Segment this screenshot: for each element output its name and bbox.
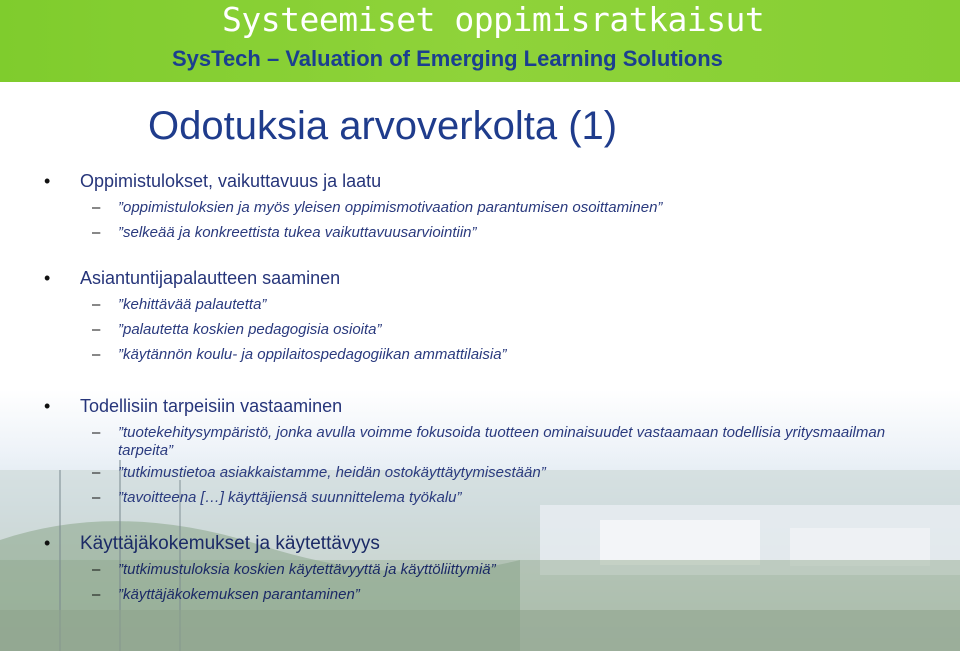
- bullet-dot-icon: •: [44, 533, 51, 553]
- sub-item-text: ”tuotekehitysympäristö, jonka avulla voimme fokusoida tuotteen ominaisuudet vastaamaan todellisia yritysmaailman tarpeita”: [118, 424, 886, 459]
- dash-icon: –: [92, 321, 101, 338]
- bullet-item: [0, 533, 960, 561]
- header-banner: [0, 0, 960, 82]
- sub-item: [0, 296, 960, 321]
- slide-heading: Odotuksia arvoverkolta (1): [148, 104, 618, 148]
- dash-icon: –: [92, 586, 101, 603]
- sub-item: [0, 321, 960, 346]
- bullet-text: Asiantuntijapalautteen saaminen: [80, 268, 341, 288]
- bullet-text: Käyttäjäkokemukset ja käytettävyys: [80, 533, 380, 554]
- sub-item: [0, 199, 960, 224]
- bullet-text: Todellisiin tarpeisiin vastaaminen: [80, 396, 343, 416]
- dash-icon: –: [92, 296, 101, 313]
- sub-item: [0, 464, 960, 489]
- sub-item: [0, 586, 960, 611]
- dash-icon: –: [92, 464, 101, 481]
- bullet-dot-icon: •: [44, 171, 51, 191]
- sub-item-text: ”kehittävää palautetta”: [118, 296, 267, 313]
- bullet-item: [0, 268, 960, 296]
- dash-icon: –: [92, 489, 101, 506]
- dash-icon: –: [92, 424, 101, 441]
- section-learning-outcomes: [0, 171, 960, 249]
- bullet-item: [0, 396, 960, 424]
- sub-item-text: ”tutkimustietoa asiakkaistamme, heidän ostokäyttäytymisestään”: [118, 464, 546, 481]
- sub-item: [0, 346, 960, 371]
- section-expert-feedback: [0, 268, 960, 371]
- sub-item-text: ”oppimistuloksien ja myös yleisen oppimismotivaation parantumisen osoittaminen”: [118, 199, 663, 216]
- sub-item: [0, 224, 960, 249]
- sub-item-text: ”tutkimustuloksia koskien käytettävyyttä ja käyttöliittymiä”: [118, 561, 496, 578]
- section-real-needs: [0, 396, 960, 514]
- dash-icon: –: [92, 561, 101, 578]
- section-user-experience: [0, 533, 960, 611]
- sub-item-text: ”tavoitteena […] käyttäjiensä suunnittelema työkalu”: [118, 489, 462, 506]
- banner-subtitle: SysTech – Valuation of Emerging Learning Solutions: [172, 46, 723, 71]
- bullet-dot-icon: •: [44, 396, 51, 416]
- sub-item-text: ”käyttäjäkokemuksen parantaminen”: [118, 586, 360, 603]
- sub-item: [0, 489, 960, 514]
- dash-icon: –: [92, 224, 101, 241]
- bullet-text: Oppimistulokset, vaikuttavuus ja laatu: [80, 171, 382, 191]
- banner-title: Systeemiset oppimisratkaisut: [222, 0, 765, 39]
- sub-item: [0, 424, 960, 464]
- sub-item-text: ”palautetta koskien pedagogisia osioita”: [118, 321, 382, 338]
- dash-icon: –: [92, 199, 101, 216]
- sub-item: [0, 561, 960, 586]
- sub-item-text: ”käytännön koulu- ja oppilaitospedagogiikan ammattilaisia”: [118, 346, 507, 363]
- bullet-item: [0, 171, 960, 199]
- sub-item-text: ”selkeää ja konkreettista tukea vaikuttavuusarviointiin”: [118, 224, 477, 241]
- bullet-dot-icon: •: [44, 268, 51, 288]
- dash-icon: –: [92, 346, 101, 363]
